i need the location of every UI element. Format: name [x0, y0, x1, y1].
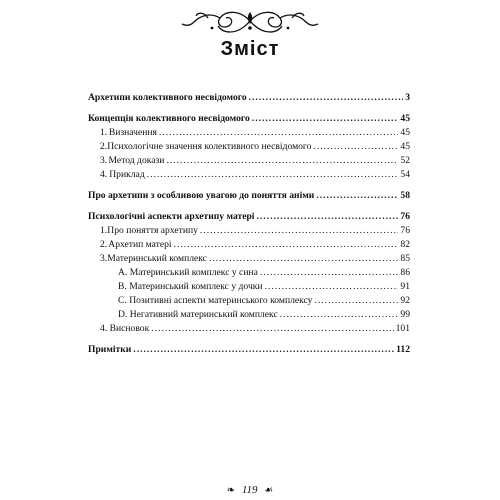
toc-dot-leader — [151, 323, 393, 334]
toc-dot-leader — [133, 344, 394, 355]
toc-entry-title: Психологічні аспекти архетипу матері — [88, 211, 255, 222]
toc-dot-leader — [209, 253, 398, 264]
toc-entry-title: D. Негативний материнський комплекс — [118, 309, 278, 320]
table-of-contents — [88, 92, 410, 358]
toc-dot-leader — [316, 190, 398, 201]
toc-entry — [88, 141, 410, 155]
toc-entry — [88, 211, 410, 225]
toc-entry-page: 45 — [400, 141, 410, 152]
toc-entry — [88, 190, 410, 204]
toc-entry-number: 4. — [100, 169, 108, 180]
toc-entry-number: 1. — [100, 127, 108, 138]
toc-dot-leader — [265, 281, 399, 292]
footer-left-ornament: ❧ — [226, 485, 236, 496]
toc-entry-title: Про поняття архетипу — [107, 225, 198, 236]
toc-entry — [88, 92, 410, 106]
toc-entry-page: 54 — [400, 169, 410, 180]
toc-entry — [88, 253, 410, 267]
toc-dot-leader — [174, 239, 399, 250]
toc-entry-page: 112 — [396, 344, 410, 355]
toc-entry-page: 45 — [400, 127, 410, 138]
toc-entry-title: B. Материнський комплекс у дочки — [118, 281, 263, 292]
toc-dot-leader — [252, 113, 399, 124]
toc-entry-page: 101 — [395, 323, 410, 334]
toc-entry-title: Архетипи колективного несвідомого — [88, 92, 247, 103]
toc-entry — [88, 113, 410, 127]
page-number: 119 — [241, 484, 258, 496]
toc-entry-title: Психологічне значення колективного несвідомого — [107, 141, 312, 152]
toc-entry-title: Визначення — [108, 127, 157, 138]
toc-entry-title: Про архетипи з особливою увагою до поняття аніми — [88, 190, 315, 201]
toc-dot-leader — [313, 141, 398, 152]
toc-entry-page: 99 — [400, 309, 410, 320]
toc-entry-title: 4. Висновок — [100, 323, 150, 334]
toc-entry-page: 82 — [400, 239, 410, 250]
toc-entry-page: 91 — [400, 281, 410, 292]
toc-entry-title: Архетип матері — [108, 239, 172, 250]
toc-entry — [88, 309, 410, 323]
page-title: Зміст — [220, 38, 280, 60]
toc-entry-page: 76 — [400, 211, 410, 222]
toc-entry-page: 45 — [400, 113, 410, 124]
toc-dot-leader — [147, 169, 399, 180]
toc-entry-page: 76 — [400, 225, 410, 236]
toc-entry-page: 3 — [405, 92, 410, 103]
toc-entry-title: Концепція колективного несвідомого — [88, 113, 250, 124]
toc-dot-leader — [200, 225, 399, 236]
toc-entry-title: Метод докази — [108, 155, 165, 166]
toc-entry — [88, 344, 410, 358]
toc-entry-title: Примітки — [88, 344, 132, 355]
toc-entry-number: 2. — [100, 141, 108, 152]
toc-entry — [88, 295, 410, 309]
toc-dot-leader — [314, 295, 398, 306]
toc-entry-page: 52 — [400, 155, 410, 166]
toc-entry — [88, 323, 410, 337]
toc-entry — [88, 239, 410, 253]
toc-entry-title: Приклад — [109, 169, 145, 180]
toc-entry-number: 1. — [100, 225, 108, 236]
footer-right-ornament: ☙ — [264, 485, 274, 496]
toc-entry — [88, 267, 410, 281]
toc-entry — [88, 225, 410, 239]
toc-entry-page: 85 — [400, 253, 410, 264]
toc-dot-leader — [249, 92, 404, 103]
toc-entry-title: C. Позитивні аспекти материнського комплексу — [118, 295, 313, 306]
toc-entry — [88, 281, 410, 295]
toc-dot-leader — [256, 211, 398, 222]
page-footer — [0, 484, 500, 496]
toc-entry-title: Материнський комплекс — [107, 253, 207, 264]
toc-dot-leader — [280, 309, 399, 320]
toc-entry — [88, 155, 410, 169]
toc-entry — [88, 127, 410, 141]
toc-dot-leader — [166, 155, 398, 166]
toc-entry-number: 3. — [100, 155, 108, 166]
toc-entry-title: A. Материнський комплекс у сина — [118, 267, 258, 278]
toc-entry-page: 92 — [400, 295, 410, 306]
toc-entry-number: 2. — [100, 239, 108, 250]
toc-entry-number: 3. — [100, 253, 108, 264]
toc-dot-leader — [159, 127, 398, 138]
toc-entry-page: 58 — [400, 190, 410, 201]
floral-ornament-icon — [180, 6, 320, 36]
toc-entry — [88, 169, 410, 183]
toc-entry-page: 86 — [400, 267, 410, 278]
toc-dot-leader — [260, 267, 399, 278]
